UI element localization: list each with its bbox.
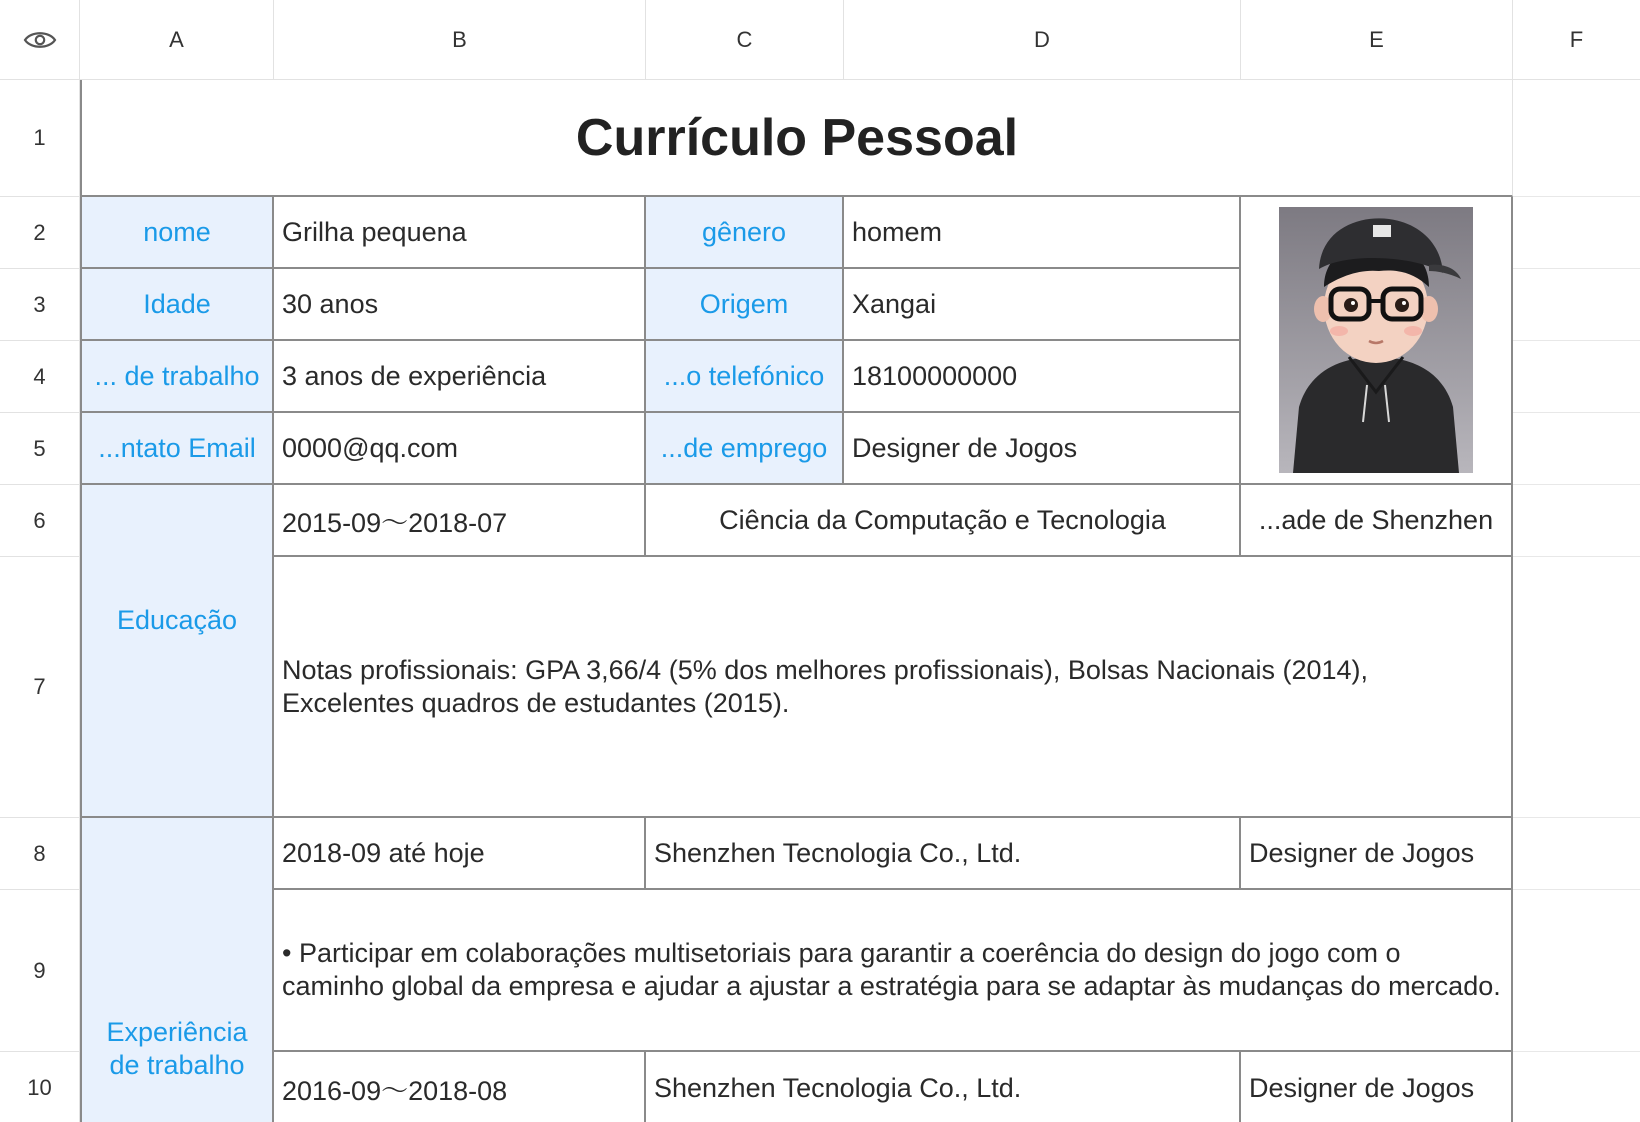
job-target-value[interactable]: Designer de Jogos: [844, 413, 1241, 485]
empty-cell[interactable]: [1513, 269, 1640, 341]
name-value[interactable]: Grilha pequena: [274, 197, 646, 269]
email-label[interactable]: ...ntato Email: [80, 413, 274, 485]
column-header-f[interactable]: F: [1513, 0, 1640, 80]
photo-cell[interactable]: [1241, 197, 1513, 485]
age-label[interactable]: Idade: [80, 269, 274, 341]
column-header-d[interactable]: D: [844, 0, 1241, 80]
phone-label[interactable]: ...o telefónico: [646, 341, 844, 413]
row-header-1[interactable]: 1: [0, 80, 80, 197]
column-header-b[interactable]: B: [274, 0, 646, 80]
name-label[interactable]: nome: [80, 197, 274, 269]
gender-value[interactable]: homem: [844, 197, 1241, 269]
phone-value[interactable]: 18100000000: [844, 341, 1241, 413]
row-header-7[interactable]: 7: [0, 557, 80, 818]
empty-cell[interactable]: [1513, 197, 1640, 269]
avatar: [1279, 207, 1473, 473]
empty-cell[interactable]: [1513, 1052, 1640, 1122]
empty-cell[interactable]: [1513, 890, 1640, 1052]
column-header-a[interactable]: A: [80, 0, 274, 80]
job-2-role[interactable]: Designer de Jogos: [1241, 1052, 1513, 1122]
education-school[interactable]: ...ade de Shenzhen: [1241, 485, 1513, 557]
origin-label[interactable]: Origem: [646, 269, 844, 341]
row-header-8[interactable]: 8: [0, 818, 80, 890]
education-major[interactable]: Ciência da Computação e Tecnologia: [646, 485, 1241, 557]
eye-icon: [23, 29, 57, 51]
row-header-9[interactable]: 9: [0, 890, 80, 1052]
work-experience-value[interactable]: 3 anos de experiência: [274, 341, 646, 413]
email-value[interactable]: 0000@qq.com: [274, 413, 646, 485]
empty-cell[interactable]: [1513, 341, 1640, 413]
job-2-period[interactable]: 2016-09～2018-08: [274, 1052, 646, 1122]
gender-label[interactable]: gênero: [646, 197, 844, 269]
resume-title[interactable]: Currículo Pessoal: [80, 80, 1513, 197]
education-notes[interactable]: Notas profissionais: GPA 3,66/4 (5% dos melhores profissionais), Bolsas Nacionais (2014), Excelentes quadros de estudantes (2015).: [274, 557, 1513, 818]
empty-cell[interactable]: [1513, 80, 1640, 197]
row-header-3[interactable]: 3: [0, 269, 80, 341]
visibility-toggle[interactable]: [0, 0, 80, 80]
empty-cell[interactable]: [1513, 818, 1640, 890]
age-value[interactable]: 30 anos: [274, 269, 646, 341]
origin-value[interactable]: Xangai: [844, 269, 1241, 341]
row-header-4[interactable]: 4: [0, 341, 80, 413]
empty-cell[interactable]: [1513, 485, 1640, 557]
empty-cell[interactable]: [1513, 557, 1640, 818]
experience-label[interactable]: Experiência de trabalho: [80, 818, 274, 1122]
job-1-company[interactable]: Shenzhen Tecnologia Co., Ltd.: [646, 818, 1241, 890]
job-1-period[interactable]: 2018-09 até hoje: [274, 818, 646, 890]
education-label[interactable]: Educação: [80, 485, 274, 818]
column-header-e[interactable]: E: [1241, 0, 1513, 80]
work-experience-label[interactable]: ... de trabalho: [80, 341, 274, 413]
row-header-5[interactable]: 5: [0, 413, 80, 485]
education-period[interactable]: 2015-09～2018-07: [274, 485, 646, 557]
job-1-role[interactable]: Designer de Jogos: [1241, 818, 1513, 890]
job-1-description[interactable]: • Participar em colaborações multisetoriais para garantir a coerência do design do jogo com o caminho global da empresa e ajudar a ajustar a estratégia para se adaptar às mudanças do mercado.: [274, 890, 1513, 1052]
job-target-label[interactable]: ...de emprego: [646, 413, 844, 485]
column-header-c[interactable]: C: [646, 0, 844, 80]
row-header-6[interactable]: 6: [0, 485, 80, 557]
row-header-2[interactable]: 2: [0, 197, 80, 269]
row-header-10[interactable]: 10: [0, 1052, 80, 1122]
empty-cell[interactable]: [1513, 413, 1640, 485]
job-2-company[interactable]: Shenzhen Tecnologia Co., Ltd.: [646, 1052, 1241, 1122]
